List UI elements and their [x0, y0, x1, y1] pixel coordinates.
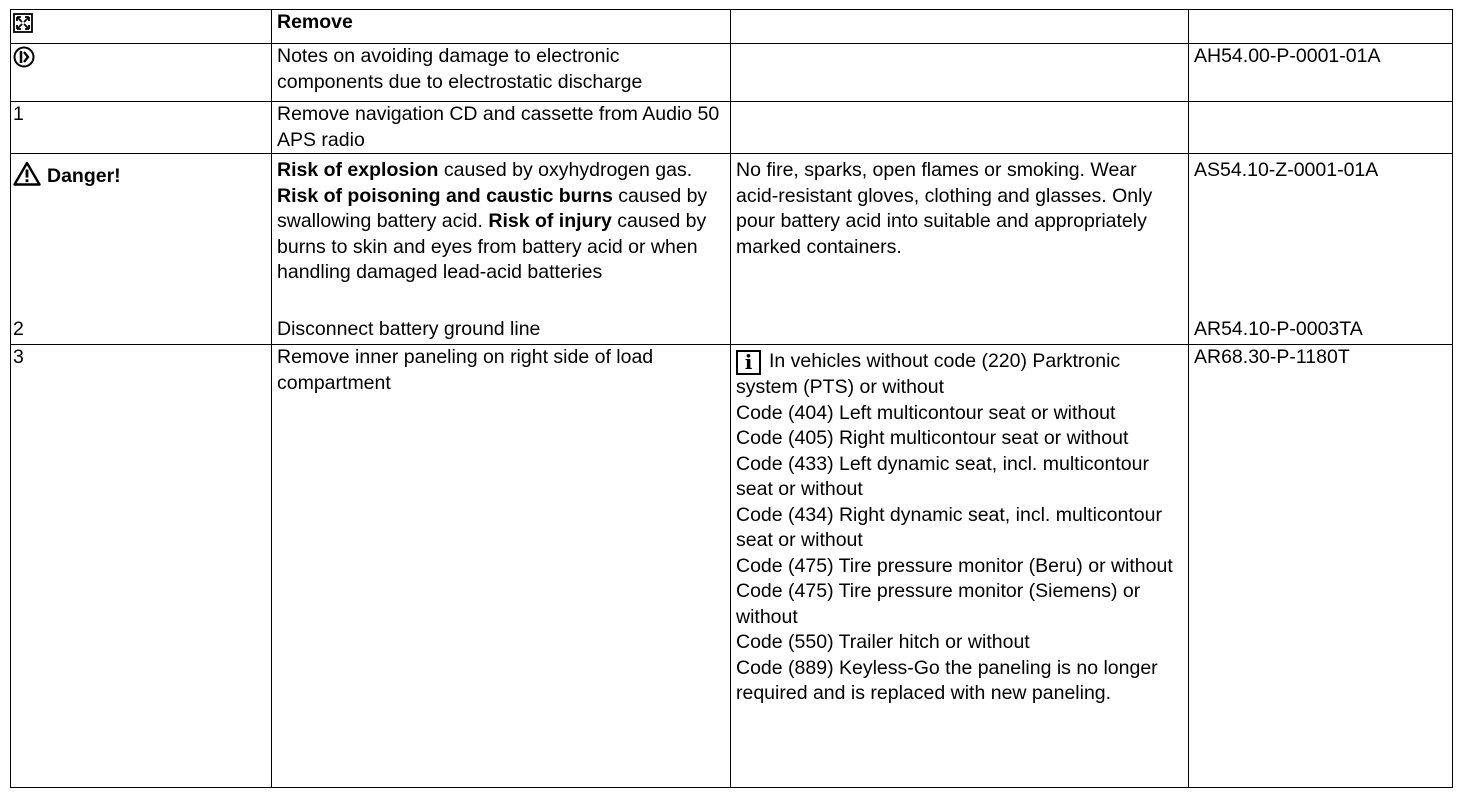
note-line: Code (433) Left dynamic seat, incl. multicontour seat or without: [736, 452, 1149, 500]
header-empty-cell: [731, 10, 1189, 44]
step3-text: Remove inner paneling on right side of load compartment: [272, 345, 731, 788]
warning-triangle-icon: [13, 161, 41, 186]
note-line: Code (405) Right multicontour seat or without: [736, 427, 1129, 449]
header-ref-cell: [1189, 10, 1453, 44]
danger-label: Danger!: [47, 165, 121, 187]
step1-number: 1: [11, 102, 272, 154]
note-line: Code (434) Right dynamic seat, incl. multicontour seat or without: [736, 503, 1162, 551]
note-line: Code (889) Keyless-Go the paneling is no longer required and is replaced with new paneling.: [736, 656, 1158, 704]
info-icon: i: [736, 350, 761, 375]
risk-injury: Risk of injury: [488, 210, 612, 232]
note-line: Code (475) Tire pressure monitor (Beru) or without: [736, 554, 1173, 577]
danger-cell: [11, 154, 272, 345]
static-discharge-icon: [13, 46, 35, 68]
note-line: Code (475) Tire pressure monitor (Siemens) or without: [736, 580, 1141, 628]
step2-text: Disconnect battery ground line: [277, 317, 541, 340]
risk-poisoning-text: caused by swallowing battery acid.: [277, 184, 708, 232]
step3-row: [11, 345, 1453, 788]
header-title-cell: [272, 10, 731, 44]
expand-icon: [13, 13, 33, 33]
notes-empty-cell: [731, 44, 1189, 102]
notes-icon-cell: [11, 44, 272, 102]
risk-explosion-text: caused by oxyhydrogen gas.: [438, 159, 693, 181]
note-line: Code (404) Left multicontour seat or without: [736, 401, 1116, 424]
header-row: [11, 10, 1453, 44]
danger-risks: [277, 158, 725, 286]
procedure-table: [10, 9, 1453, 788]
step3-notes-cell: [731, 345, 1189, 788]
step3-number: 3: [11, 345, 272, 788]
note-line: i In vehicles without code (220) Parktronic system (PTS) or without: [736, 350, 1121, 398]
danger-measures: No fire, sparks, open flames or smoking. Wear acid-resistant gloves, clothing and glasses. Only pour battery acid into suitable and appropriately marked containers.: [736, 159, 1153, 258]
step2-ref[interactable]: AR54.10-P-0003TA: [1194, 317, 1363, 340]
notes-text: Notes on avoiding damage to electronic components due to electrostatic discharge: [272, 44, 731, 102]
risk-poisoning: Risk of poisoning and caustic burns: [277, 184, 613, 207]
header-icon-cell: [11, 10, 272, 44]
notes-row: [11, 44, 1453, 102]
danger-row: [11, 154, 1453, 345]
danger-risks-cell: [272, 154, 731, 345]
step3-notes: [736, 349, 1183, 707]
danger-measures-cell: [731, 154, 1189, 345]
note-line: Code (550) Trailer hitch or without: [736, 631, 1030, 653]
step1-empty-cell: [731, 102, 1189, 154]
step1-row: [11, 102, 1453, 154]
step2-number: 2: [13, 317, 24, 340]
risk-injury-text: caused by burns to skin and eyes from battery acid or when handling damaged lead-acid batteries: [277, 210, 707, 283]
danger-ref[interactable]: AS54.10-Z-0001-01A: [1194, 159, 1379, 181]
risk-explosion: Risk of explosion: [277, 159, 439, 181]
step3-ref[interactable]: AR68.30-P-1180T: [1189, 345, 1453, 788]
step1-text: Remove navigation CD and cassette from Audio 50 APS radio: [272, 102, 731, 154]
danger-ref-cell: [1189, 154, 1453, 345]
page-title: Remove: [277, 11, 353, 33]
step1-empty-ref: [1189, 102, 1453, 154]
notes-ref[interactable]: AH54.00-P-0001-01A: [1189, 44, 1453, 102]
